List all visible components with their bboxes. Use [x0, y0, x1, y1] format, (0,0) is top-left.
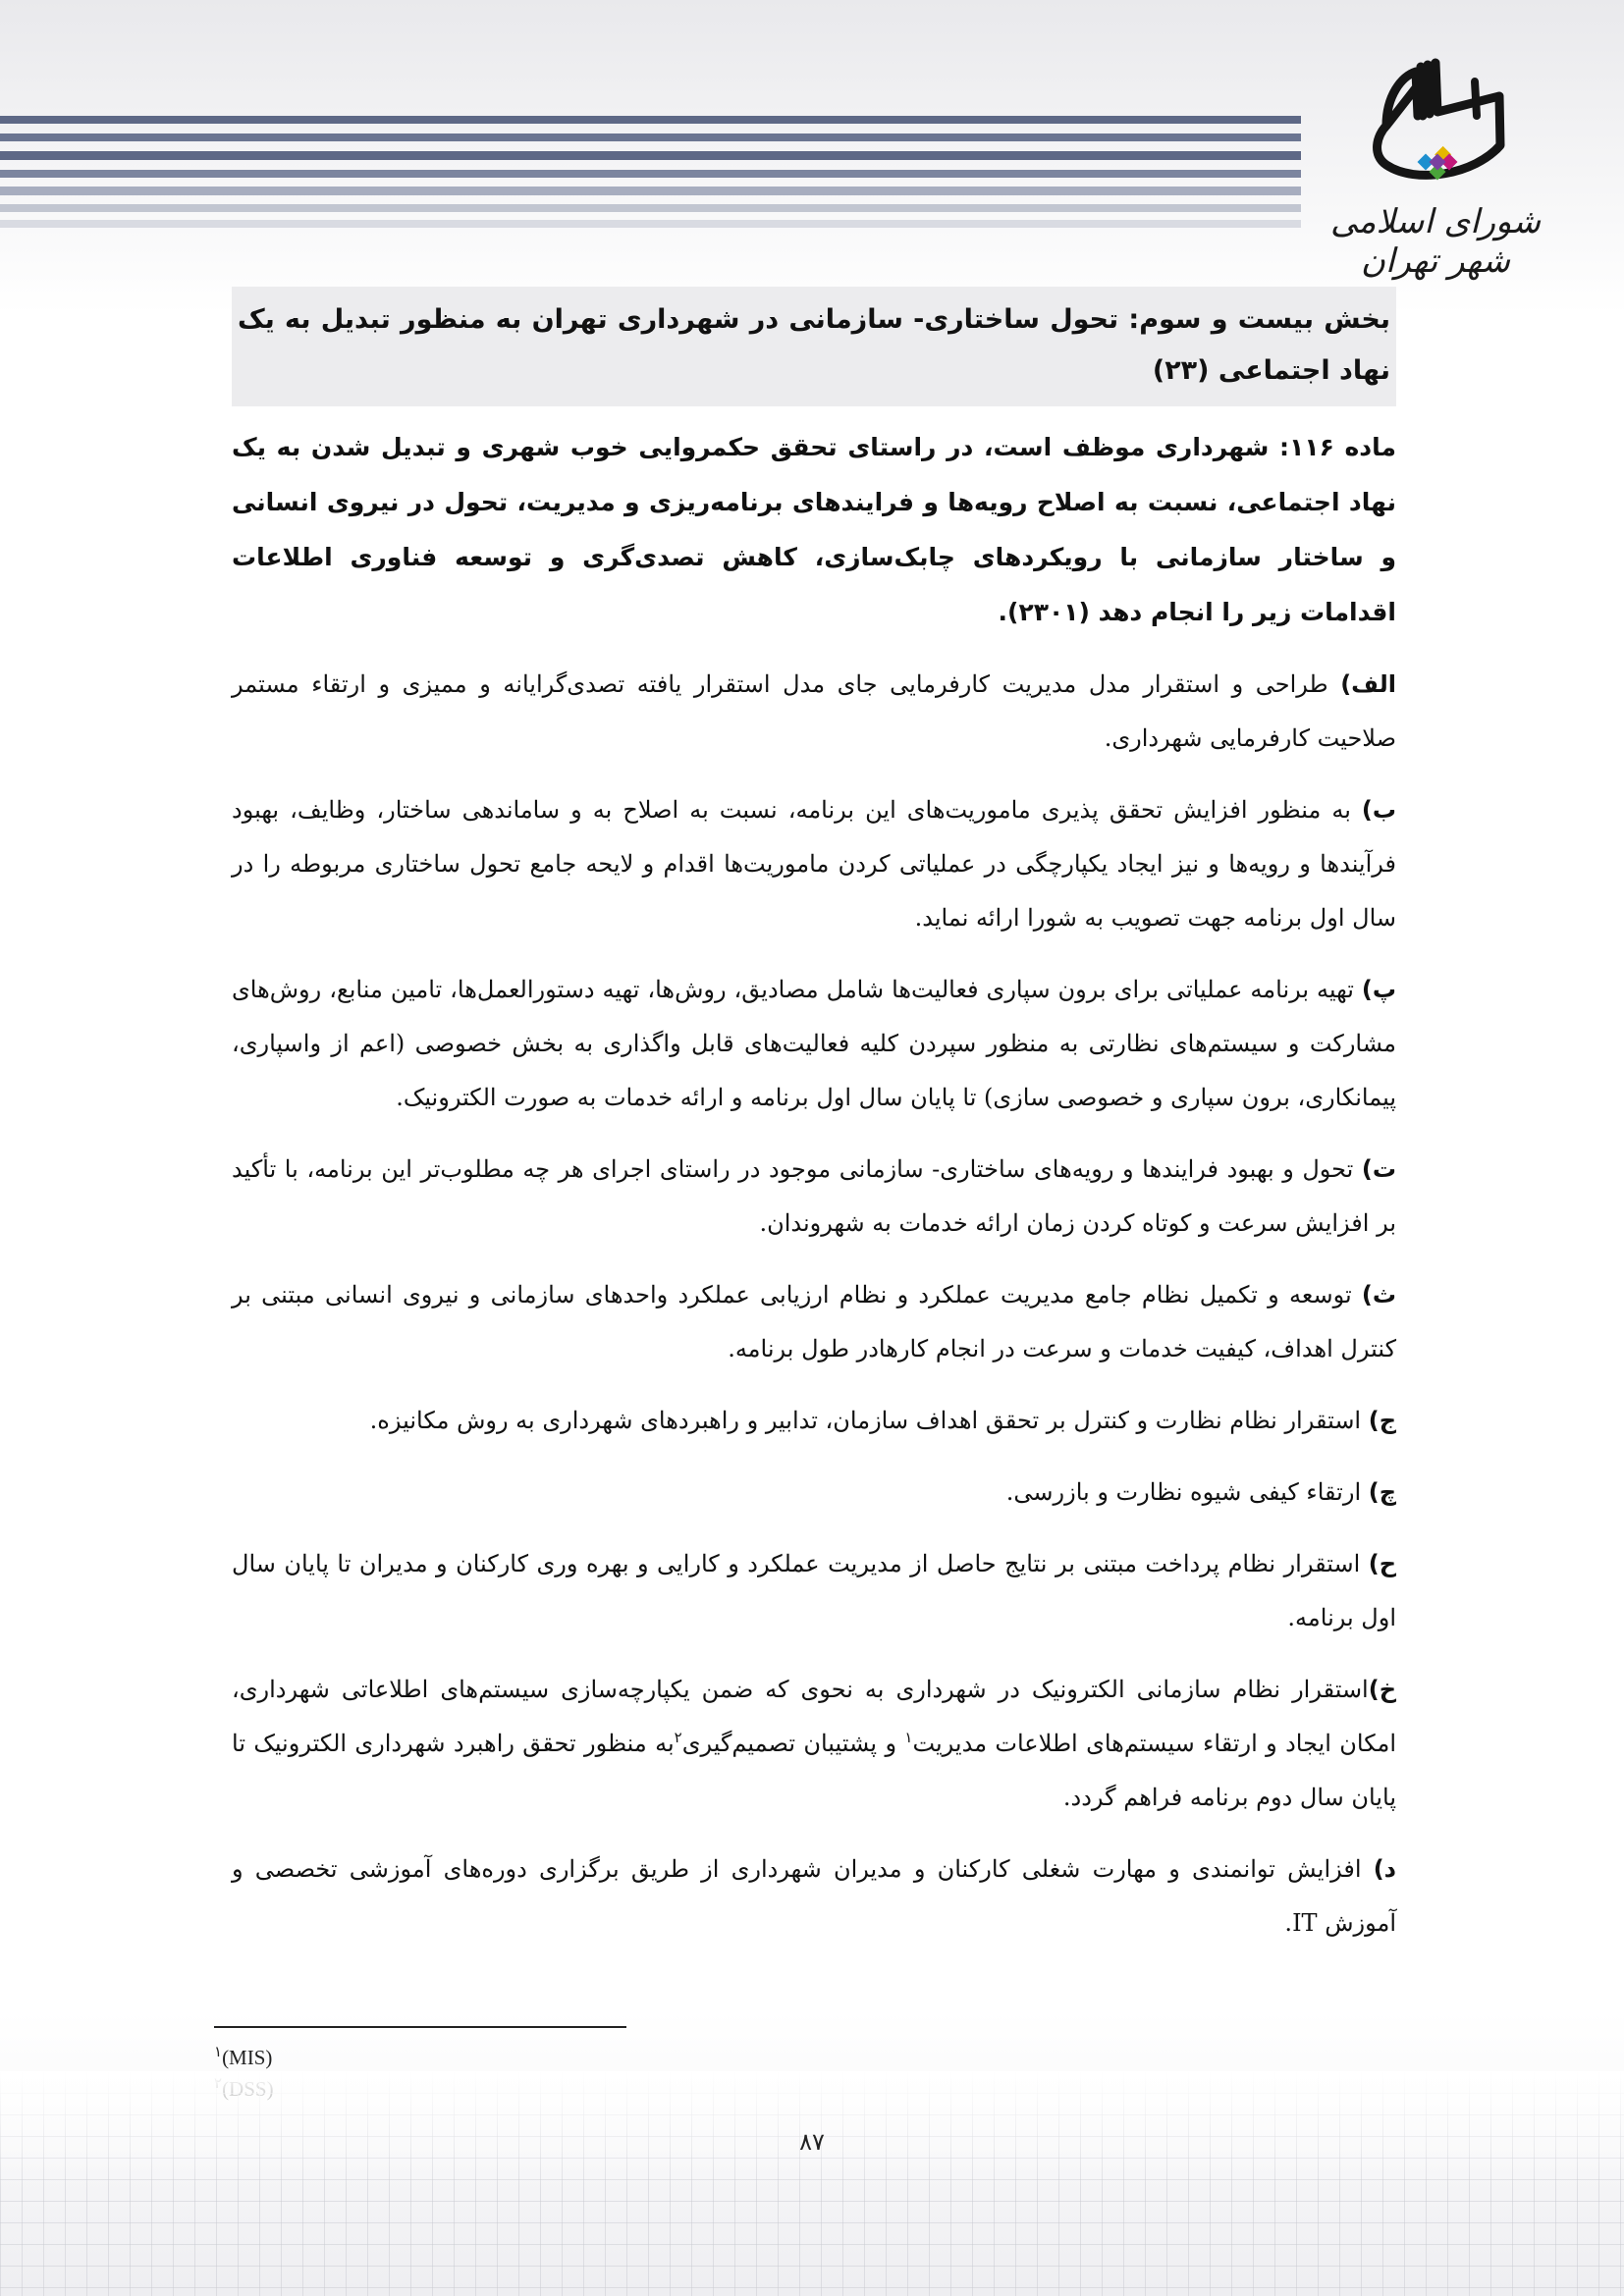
clause-text: ارتقاء کیفی شیوه نظارت و بازرسی. — [1005, 1478, 1369, 1506]
clause-khe — [232, 1663, 1396, 1825]
section-title: بخش بیست و سوم: تحول ساختاری- سازمانی در شهرداری تهران به منظور تبدیل به یک نهاد اجتماعی (۲۳) — [232, 287, 1396, 406]
clause-letter: د) — [1373, 1855, 1396, 1883]
clause-che — [232, 1466, 1396, 1520]
clause-text: به منظور افزایش تحقق پذیری ماموریت‌های این برنامه، نسبت به اصلاح به و ساماندهی ساختار، وظایف، بهبود فرآیندها و رویه‌ها و نیز ایجاد یکپارچگی در عملیاتی کردن ماموریت‌ها اقدام و لایحه جامع تحول ساختاری مربوطه را در سال اول برنامه جهت تصویب به شورا ارائه نماید. — [232, 796, 1396, 932]
header-stripes — [0, 116, 1301, 232]
clause-jim — [232, 1394, 1396, 1448]
clause-se — [232, 1268, 1396, 1376]
clause-text: استقرار نظام سازمانی الکترونیک در شهرداری به نحوی که ضمن یکپارچه‌سازی سیستم‌های اطلاعاتی شهرداری، امکان ایجاد و ارتقاء سیستم‌های اطلاعات مدیریت — [232, 1676, 1396, 1757]
clause-letter: ج) — [1368, 1407, 1396, 1434]
clause-letter: چ) — [1368, 1478, 1396, 1506]
bottom-grid-pattern — [0, 2071, 1624, 2296]
clause-text: استقرار نظام پرداخت مبتنی بر نتایج حاصل از مدیریت عملکرد و کارایی و بهره وری کارکنان و مدیران تا پایان سال اول برنامه. — [232, 1550, 1396, 1631]
clause-letter: پ) — [1361, 976, 1396, 1003]
footnote-text: (MIS) — [222, 2046, 273, 2069]
clause-letter: الف) — [1340, 670, 1396, 698]
clause-text: افزایش توانمندی و مهارت شغلی کارکنان و مدیران شهرداری از طریق برگزاری دوره‌های آموزشی تخصصی و آموزش IT. — [232, 1855, 1396, 1937]
clause-be — [232, 783, 1396, 945]
clause-letter: خ) — [1368, 1676, 1396, 1703]
clause-text: تحول و بهبود فرایندها و رویه‌های ساختاری- سازمانی موجود در راستای اجرای هر چه مطلوب‌تر این برنامه، با تأکید بر افزایش سرعت و کوتاه کردن زمان ارائه خدمات به شهروندان. — [232, 1155, 1396, 1237]
council-logo — [1327, 57, 1543, 281]
clause-te — [232, 1143, 1396, 1251]
logo-text: شورای اسلامی شهر تهران — [1329, 202, 1542, 281]
page-content — [232, 287, 1396, 1968]
footnote-item — [214, 2042, 274, 2073]
footnote-divider — [214, 2026, 626, 2028]
clause-pe — [232, 963, 1396, 1125]
article-116: ماده ۱۱۶: شهرداری موظف است، در راستای تحقق حکمروایی خوب شهری و تبدیل شدن به یک نهاد اجتماعی، نسبت به اصلاح رویه‌ها و فرایندهای برنامه‌ریزی و مدیریت، تحول در نیروی انسانی و ساختار سازمانی با رویکردهای چابک‌سازی، کاهش تصدی‌گری و توسعه فناوری اطلاعات اقدامات زیر را انجام دهد (۲۳۰۱). — [232, 433, 1396, 626]
footnote-ref[interactable]: ۲ — [674, 1729, 682, 1746]
clause-letter: ث) — [1361, 1281, 1396, 1308]
footnote-mark: ۱ — [214, 2045, 223, 2060]
clause-text: تهیه برنامه عملیاتی برای برون سپاری فعالیت‌ها شامل مصادیق، روش‌ها، تهیه دستورالعمل‌ها، تامین منابع، روش‌های مشارکت و سیستم‌های نظارتی به منظور سپردن کلیه فعالیت‌های قابل واگذاری به بخش خصوصی (اعم از واسپاری، پیمانکاری، برون سپاری و خصوصی سازی) تا پایان سال اول برنامه و ارائه خدمات به صورت الکترونیک. — [232, 976, 1396, 1111]
clause-he — [232, 1537, 1396, 1645]
clause-alef — [232, 658, 1396, 766]
clause-dal — [232, 1842, 1396, 1950]
page-number: ۸۷ — [799, 2128, 825, 2156]
footnote-ref[interactable]: ۱ — [904, 1729, 913, 1746]
clause-text: و پشتیبان تصمیم‌گیری — [681, 1730, 905, 1757]
clause-text: توسعه و تکمیل نظام جامع مدیریت عملکرد و نظام ارزیابی عملکرد واحدهای سازمانی و نیروی انسانی مبتنی بر کنترل اهداف، کیفیت خدمات و سرعت در انجام کارهادر طول برنامه. — [232, 1281, 1396, 1362]
clause-letter: ب) — [1361, 796, 1397, 824]
clause-text: به منظور تحقق راهبرد شهرداری الکترونیک تا پایان سال دوم برنامه فراهم گردد. — [232, 1730, 1396, 1811]
clause-text: استقرار نظام نظارت و کنترل بر تحقق اهداف سازمان، تدابیر و راهبردهای شهرداری به روش مکانیزه. — [369, 1407, 1369, 1434]
clause-letter: ت) — [1361, 1155, 1396, 1183]
clause-letter: ح) — [1368, 1550, 1396, 1577]
clause-text: طراحی و استقرار مدل مدیریت کارفرمایی جای مدل استقرار یافته تصدی‌گرایانه و ممیزی و ارتقاء مستمر صلاحیت کارفرمایی شهرداری. — [232, 670, 1396, 752]
logo-mark-icon — [1327, 57, 1543, 204]
